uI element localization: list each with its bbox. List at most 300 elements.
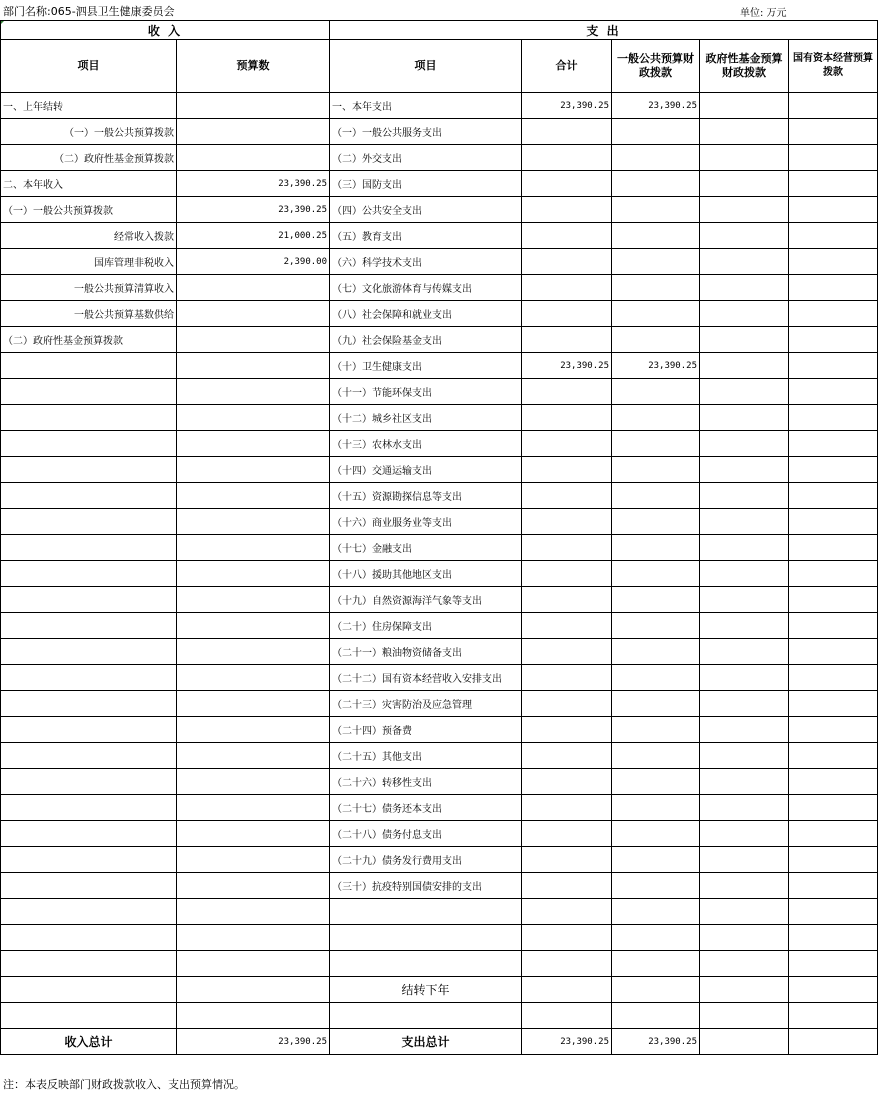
- fund-budget-cell: [700, 457, 789, 483]
- fund-budget-cell: [700, 769, 789, 795]
- state-capital-cell: [789, 171, 878, 197]
- general-budget-cell: 23,390.25: [612, 93, 700, 119]
- expense-item-cell: （三）国防支出: [330, 171, 522, 197]
- general-budget-cell: [612, 509, 700, 535]
- income-budget-header: 预算数: [177, 40, 330, 93]
- income-budget-cell: [177, 535, 330, 561]
- expense-item-cell: [330, 899, 522, 925]
- total-cell: [522, 899, 612, 925]
- income-group-header: 收 入: [1, 21, 330, 40]
- expense-item-cell: （十九）自然资源海洋气象等支出: [330, 587, 522, 613]
- general-budget-cell: [612, 717, 700, 743]
- state-capital-cell: [789, 197, 878, 223]
- total-cell: [522, 743, 612, 769]
- table-row: [1, 223, 878, 249]
- income-budget-cell: [177, 119, 330, 145]
- table-row: [1, 353, 878, 379]
- total-cell: [522, 249, 612, 275]
- table-row: [1, 249, 878, 275]
- state-capital-cell: [789, 717, 878, 743]
- fund-budget-cell: [700, 639, 789, 665]
- general-budget-cell: [612, 405, 700, 431]
- income-budget-cell: [177, 899, 330, 925]
- expense-item-cell: （二十四）预备费: [330, 717, 522, 743]
- empty-cell: [177, 1003, 330, 1029]
- general-budget-cell: [612, 951, 700, 977]
- state-capital-cell: [789, 769, 878, 795]
- income-item-cell: [1, 847, 177, 873]
- income-budget-cell: [177, 379, 330, 405]
- fund-budget-cell: [700, 925, 789, 951]
- general-budget-cell: [612, 483, 700, 509]
- income-item-cell: [1, 483, 177, 509]
- total-cell: [522, 613, 612, 639]
- table-row: [1, 613, 878, 639]
- table-row: [1, 873, 878, 899]
- empty-cell: [612, 1003, 700, 1029]
- total-cell: [522, 197, 612, 223]
- expense-item-cell: （二十七）债务还本支出: [330, 795, 522, 821]
- carry-forward-row: [1, 977, 878, 1003]
- state-capital-cell: [789, 535, 878, 561]
- table-row: [1, 561, 878, 587]
- total-cell: [522, 171, 612, 197]
- fund-total-value: [700, 1029, 789, 1055]
- state-capital-cell: [789, 249, 878, 275]
- income-budget-cell: 23,390.25: [177, 171, 330, 197]
- expense-total-label: 支出总计: [330, 1029, 522, 1055]
- table-row: [1, 301, 878, 327]
- expense-item-cell: （十四）交通运输支出: [330, 457, 522, 483]
- general-budget-cell: [612, 769, 700, 795]
- state-capital-cell: [789, 951, 878, 977]
- income-budget-cell: [177, 145, 330, 171]
- unit-label: 单位: 万元: [740, 8, 787, 19]
- income-item-cell: 一、上年结转: [1, 93, 177, 119]
- general-budget-cell: [612, 847, 700, 873]
- table-row: [1, 899, 878, 925]
- table-row: [1, 691, 878, 717]
- fund-budget-cell: [700, 951, 789, 977]
- table-row: [1, 795, 878, 821]
- general-total-value: 23,390.25: [612, 1029, 700, 1055]
- total-cell: [522, 795, 612, 821]
- state-capital-cell: [789, 483, 878, 509]
- total-cell: [522, 665, 612, 691]
- total-cell: [522, 977, 612, 1003]
- income-item-cell: [1, 691, 177, 717]
- total-cell: [522, 691, 612, 717]
- income-item-cell: 国库管理非税收入: [1, 249, 177, 275]
- fund-budget-cell: [700, 145, 789, 171]
- total-cell: [522, 457, 612, 483]
- table-row: [1, 925, 878, 951]
- income-item-cell: 一般公共预算基数供给: [1, 301, 177, 327]
- expense-item-cell: （九）社会保险基金支出: [330, 327, 522, 353]
- table-row: [1, 587, 878, 613]
- income-budget-cell: 23,390.25: [177, 197, 330, 223]
- general-budget-cell: [612, 275, 700, 301]
- state-capital-cell: [789, 301, 878, 327]
- state-capital-cell: [789, 561, 878, 587]
- fund-budget-cell: [700, 795, 789, 821]
- total-cell: [522, 925, 612, 951]
- income-item-cell: [1, 509, 177, 535]
- general-budget-cell: [612, 431, 700, 457]
- income-item-cell: [1, 925, 177, 951]
- income-budget-cell: [177, 431, 330, 457]
- table-row: [1, 821, 878, 847]
- expense-item-cell: （十八）援助其他地区支出: [330, 561, 522, 587]
- state-capital-cell: [789, 223, 878, 249]
- fund-budget-header: 政府性基金预算财政拨款: [700, 40, 789, 93]
- expense-item-cell: （二）外交支出: [330, 145, 522, 171]
- group-header-row: [1, 21, 878, 40]
- state-capital-cell: [789, 327, 878, 353]
- income-total-label: 收入总计: [1, 1029, 177, 1055]
- fund-budget-cell: [700, 899, 789, 925]
- state-capital-cell: [789, 379, 878, 405]
- expense-item-cell: （八）社会保障和就业支出: [330, 301, 522, 327]
- state-capital-cell: [789, 899, 878, 925]
- fund-budget-cell: [700, 353, 789, 379]
- expense-item-header: 项目: [330, 40, 522, 93]
- income-item-cell: （二）政府性基金预算拨款: [1, 145, 177, 171]
- table-row: [1, 535, 878, 561]
- expense-item-cell: [330, 951, 522, 977]
- total-cell: [522, 535, 612, 561]
- table-row: [1, 145, 878, 171]
- income-item-cell: [1, 353, 177, 379]
- total-cell: [522, 301, 612, 327]
- income-item-cell: [1, 587, 177, 613]
- income-budget-cell: [177, 405, 330, 431]
- empty-cell: [330, 1003, 522, 1029]
- total-cell: [522, 379, 612, 405]
- income-budget-cell: [177, 873, 330, 899]
- state-capital-cell: [789, 93, 878, 119]
- empty-cell: [1, 1003, 177, 1029]
- fund-budget-cell: [700, 509, 789, 535]
- state-capital-total-value: [789, 1029, 878, 1055]
- income-item-cell: [1, 431, 177, 457]
- income-budget-cell: [177, 977, 330, 1003]
- income-budget-cell: [177, 821, 330, 847]
- table-row: [1, 769, 878, 795]
- fund-budget-cell: [700, 743, 789, 769]
- table-row: [1, 665, 878, 691]
- state-capital-cell: [789, 821, 878, 847]
- state-capital-cell: [789, 145, 878, 171]
- income-budget-cell: [177, 301, 330, 327]
- income-budget-cell: [177, 457, 330, 483]
- income-item-cell: [1, 613, 177, 639]
- general-budget-cell: [612, 873, 700, 899]
- fund-budget-cell: [700, 587, 789, 613]
- table-row: [1, 197, 878, 223]
- income-budget-cell: [177, 483, 330, 509]
- income-budget-cell: [177, 951, 330, 977]
- income-budget-cell: 21,000.25: [177, 223, 330, 249]
- fund-budget-cell: [700, 93, 789, 119]
- expense-item-cell: （十六）商业服务业等支出: [330, 509, 522, 535]
- table-row: [1, 1003, 878, 1029]
- state-capital-cell: [789, 431, 878, 457]
- table-row: [1, 717, 878, 743]
- income-item-cell: [1, 743, 177, 769]
- expense-item-cell: （五）教育支出: [330, 223, 522, 249]
- general-budget-cell: [612, 899, 700, 925]
- state-capital-cell: [789, 353, 878, 379]
- state-capital-cell: [789, 119, 878, 145]
- expense-item-cell: （一）一般公共服务支出: [330, 119, 522, 145]
- income-budget-cell: [177, 275, 330, 301]
- fund-budget-cell: [700, 873, 789, 899]
- expense-item-cell: （二十九）债务发行费用支出: [330, 847, 522, 873]
- state-capital-cell: [789, 405, 878, 431]
- income-item-header: 项目: [1, 40, 177, 93]
- expense-group-header: 支 出: [330, 21, 878, 40]
- column-header-row: [1, 40, 878, 93]
- income-budget-cell: 2,390.00: [177, 249, 330, 275]
- general-budget-cell: 23,390.25: [612, 353, 700, 379]
- fund-budget-cell: [700, 847, 789, 873]
- totals-row: [1, 1029, 878, 1055]
- fund-budget-cell: [700, 275, 789, 301]
- expense-item-cell: （三十）抗疫特别国债安排的支出: [330, 873, 522, 899]
- table-row: [1, 379, 878, 405]
- general-budget-cell: [612, 613, 700, 639]
- general-budget-cell: [612, 639, 700, 665]
- total-header: 合计: [522, 40, 612, 93]
- state-capital-cell: [789, 509, 878, 535]
- empty-cell: [789, 1003, 878, 1029]
- income-item-cell: [1, 795, 177, 821]
- general-budget-cell: [612, 223, 700, 249]
- state-capital-cell: [789, 925, 878, 951]
- general-budget-cell: [612, 535, 700, 561]
- income-item-cell: （一）一般公共预算拨款: [1, 197, 177, 223]
- fund-budget-cell: [700, 665, 789, 691]
- footnote: 注：本表反映部门财政拨款收入、支出预算情况。: [3, 1078, 245, 1091]
- total-cell: [522, 275, 612, 301]
- income-item-cell: [1, 717, 177, 743]
- income-total-value: 23,390.25: [177, 1029, 330, 1055]
- income-budget-cell: [177, 795, 330, 821]
- income-budget-cell: [177, 717, 330, 743]
- income-item-cell: [1, 873, 177, 899]
- general-budget-cell: [612, 665, 700, 691]
- income-budget-cell: [177, 327, 330, 353]
- fund-budget-cell: [700, 119, 789, 145]
- total-cell: [522, 431, 612, 457]
- total-cell: [522, 587, 612, 613]
- income-item-cell: [1, 951, 177, 977]
- total-cell: [522, 327, 612, 353]
- state-capital-cell: [789, 847, 878, 873]
- fund-budget-cell: [700, 613, 789, 639]
- fund-budget-cell: [700, 535, 789, 561]
- fund-budget-cell: [700, 821, 789, 847]
- expense-item-cell: （二十六）转移性支出: [330, 769, 522, 795]
- income-item-cell: [1, 665, 177, 691]
- expense-item-cell: （十一）节能环保支出: [330, 379, 522, 405]
- table-row: [1, 743, 878, 769]
- fund-budget-cell: [700, 197, 789, 223]
- income-item-cell: [1, 457, 177, 483]
- expense-item-cell: 一、本年支出: [330, 93, 522, 119]
- total-cell: [522, 951, 612, 977]
- table-row: [1, 119, 878, 145]
- fund-budget-cell: [700, 483, 789, 509]
- income-budget-cell: [177, 613, 330, 639]
- expense-item-cell: （二十二）国有资本经营收入安排支出: [330, 665, 522, 691]
- table-row: [1, 275, 878, 301]
- state-capital-cell: [789, 743, 878, 769]
- state-capital-cell: [789, 275, 878, 301]
- income-budget-cell: [177, 665, 330, 691]
- income-item-cell: [1, 535, 177, 561]
- general-budget-cell: [612, 561, 700, 587]
- expense-item-cell: （二十一）粮油物资储备支出: [330, 639, 522, 665]
- income-budget-cell: [177, 691, 330, 717]
- expense-item-cell: （十）卫生健康支出: [330, 353, 522, 379]
- state-capital-header: 国有资本经营预算拨款: [789, 40, 878, 93]
- income-item-cell: [1, 769, 177, 795]
- total-cell: [522, 639, 612, 665]
- table-row: [1, 639, 878, 665]
- expense-item-cell: （二十三）灾害防治及应急管理: [330, 691, 522, 717]
- total-cell: [522, 119, 612, 145]
- total-cell: [522, 483, 612, 509]
- fund-budget-cell: [700, 379, 789, 405]
- general-budget-cell: [612, 119, 700, 145]
- state-capital-cell: [789, 977, 878, 1003]
- income-budget-cell: [177, 561, 330, 587]
- table-row: [1, 483, 878, 509]
- expense-item-cell: （十五）资源勘探信息等支出: [330, 483, 522, 509]
- income-item-cell: [1, 561, 177, 587]
- income-item-cell: 一般公共预算清算收入: [1, 275, 177, 301]
- carry-forward-label: 结转下年: [330, 977, 522, 1003]
- header-bar: [0, 0, 879, 20]
- expense-item-cell: （四）公共安全支出: [330, 197, 522, 223]
- total-cell: [522, 821, 612, 847]
- income-budget-cell: [177, 769, 330, 795]
- income-item-cell: [1, 977, 177, 1003]
- income-item-cell: [1, 379, 177, 405]
- table-row: [1, 951, 878, 977]
- fund-budget-cell: [700, 301, 789, 327]
- income-budget-cell: [177, 587, 330, 613]
- income-item-cell: （二）政府性基金预算拨款: [1, 327, 177, 353]
- total-cell: 23,390.25: [522, 93, 612, 119]
- general-budget-cell: [612, 457, 700, 483]
- expense-total-value: 23,390.25: [522, 1029, 612, 1055]
- fund-budget-cell: [700, 405, 789, 431]
- expense-item-cell: （六）科学技术支出: [330, 249, 522, 275]
- total-cell: [522, 561, 612, 587]
- state-capital-cell: [789, 873, 878, 899]
- fund-budget-cell: [700, 977, 789, 1003]
- general-budget-cell: [612, 691, 700, 717]
- state-capital-cell: [789, 795, 878, 821]
- income-budget-cell: [177, 847, 330, 873]
- general-budget-cell: [612, 301, 700, 327]
- total-cell: [522, 847, 612, 873]
- income-budget-cell: [177, 509, 330, 535]
- expense-item-cell: （七）文化旅游体育与传媒支出: [330, 275, 522, 301]
- general-budget-cell: [612, 327, 700, 353]
- general-budget-cell: [612, 743, 700, 769]
- budget-table: [0, 20, 878, 1055]
- expense-item-cell: （十三）农林水支出: [330, 431, 522, 457]
- fund-budget-cell: [700, 561, 789, 587]
- expense-item-cell: （二十五）其他支出: [330, 743, 522, 769]
- income-item-cell: （一）一般公共预算拨款: [1, 119, 177, 145]
- expense-item-cell: （十二）城乡社区支出: [330, 405, 522, 431]
- fund-budget-cell: [700, 717, 789, 743]
- general-budget-cell: [612, 171, 700, 197]
- total-cell: [522, 509, 612, 535]
- general-budget-cell: [612, 977, 700, 1003]
- empty-cell: [700, 1003, 789, 1029]
- income-budget-cell: [177, 639, 330, 665]
- state-capital-cell: [789, 639, 878, 665]
- income-item-cell: 经常收入拨款: [1, 223, 177, 249]
- table-row: [1, 93, 878, 119]
- income-item-cell: 二、本年收入: [1, 171, 177, 197]
- general-budget-cell: [612, 379, 700, 405]
- total-cell: [522, 145, 612, 171]
- table-row: [1, 327, 878, 353]
- state-capital-cell: [789, 613, 878, 639]
- table-row: [1, 171, 878, 197]
- fund-budget-cell: [700, 171, 789, 197]
- state-capital-cell: [789, 691, 878, 717]
- income-budget-cell: [177, 93, 330, 119]
- fund-budget-cell: [700, 431, 789, 457]
- expense-item-cell: （十七）金融支出: [330, 535, 522, 561]
- expense-item-cell: （二十）住房保障支出: [330, 613, 522, 639]
- table-row: [1, 457, 878, 483]
- general-budget-header: 一般公共预算财政拨款: [612, 40, 700, 93]
- department-name: 部门名称:065-泗县卫生健康委员会: [3, 5, 175, 18]
- table-row: [1, 847, 878, 873]
- income-budget-cell: [177, 743, 330, 769]
- total-cell: [522, 405, 612, 431]
- income-budget-cell: [177, 353, 330, 379]
- income-budget-cell: [177, 925, 330, 951]
- income-item-cell: [1, 821, 177, 847]
- income-item-cell: [1, 639, 177, 665]
- table-row: [1, 509, 878, 535]
- total-cell: [522, 717, 612, 743]
- state-capital-cell: [789, 665, 878, 691]
- general-budget-cell: [612, 145, 700, 171]
- fund-budget-cell: [700, 249, 789, 275]
- total-cell: [522, 873, 612, 899]
- expense-item-cell: [330, 925, 522, 951]
- expense-item-cell: （二十八）债务付息支出: [330, 821, 522, 847]
- empty-cell: [522, 1003, 612, 1029]
- table-row: [1, 405, 878, 431]
- total-cell: [522, 769, 612, 795]
- general-budget-cell: [612, 249, 700, 275]
- total-cell: [522, 223, 612, 249]
- fund-budget-cell: [700, 223, 789, 249]
- total-cell: 23,390.25: [522, 353, 612, 379]
